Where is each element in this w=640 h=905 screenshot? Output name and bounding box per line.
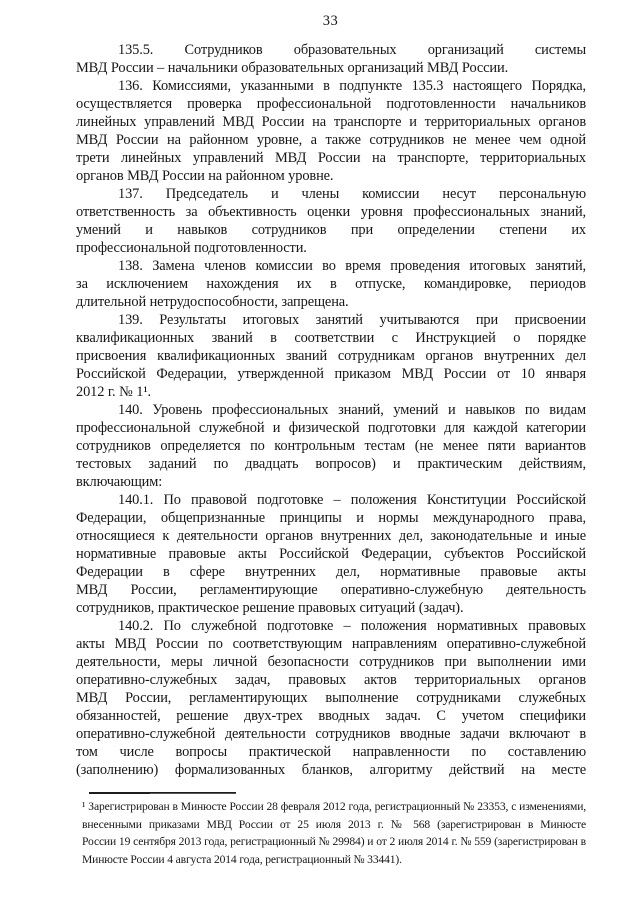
paragraph [76,257,586,311]
text-line: том числе вопросы практической направленности по составлению [76,744,586,760]
text-line: Федерации, общепризнанные принципы и нормы международного права, [76,510,586,526]
text-line: относящиеся к деятельности органов внутренних дел, законодательные и иные [76,528,586,544]
paragraph [76,491,586,617]
text-line: ¹ Зарегистрирован в Минюсте России 28 февраля 2012 года, регистрационный № 23353, с изменениями, [82,800,586,813]
paragraph [76,311,586,401]
text-line: нормативные правовые акты Российской Федерации, субъектов Российской [76,546,586,562]
paragraph [76,617,586,779]
text-line: МВД России, регламентирующие оперативно-служебную деятельность [76,582,586,598]
text-line: сотрудников определяется по контрольным тестам (не менее пяти вариантов [76,438,586,454]
text-line: оперативно-служебной деятельности сотрудников вводные задачи включают в [76,726,586,742]
text-line: внесенными приказами МВД России от 25 июля 2013 г. № 568 (зарегистрирован в Минюсте [82,817,586,831]
text-line: России 19 сентября 2013 года, регистрационный № 29984) и от 2 июля 2014 г. № 559 (зарегистрирован в [82,835,586,848]
text-line: тестовых заданий по двадцать вопросов) и практическим действиям, [76,456,586,472]
text-line: 140. Уровень профессиональных знаний, умений и навыков по видам [118,402,586,418]
text-line: ответственность за объективность оценки уровня профессиональных знаний, [76,204,586,220]
page-number: 33 [322,13,339,29]
text-line: профессиональной подготовленности. [76,240,307,256]
text-line: 137. Председатель и члены комиссии несут персональную [118,186,586,202]
text-line: 135.5. Сотрудников образовательных организаций системы [118,42,586,58]
text-line: деятельности, меры личной безопасности сотрудников при выполнении ими [76,654,586,670]
text-line: умений и навыков сотрудников при определении степени их [76,222,586,238]
text-line: 2012 г. № 1¹. [76,384,152,400]
text-line: обязанностей, решение двух-трех вводных задач. С учетом специфики [76,708,586,724]
text-line: (заполнению) формализованных бланков, алгоритму действий на месте [76,762,586,778]
text-line: 140.1. По правовой подготовке – положения Конституции Российской [118,492,586,508]
text-line: линейных управлений МВД России на транспорте и территориальных органов [76,114,586,130]
paragraph [76,185,586,257]
text-line: Минюсте России 4 августа 2014 года, регистрационный № 33441). [82,852,402,866]
text-line: трети линейных управлений МВД России на транспорте, территориальных [76,150,586,166]
text-line: Федерации в сфере внутренних дел, нормативные правовые акты [76,564,586,580]
footnote [82,798,586,868]
paragraph [76,77,586,185]
text-line: 140.2. По служебной подготовке – положения нормативных правовых [118,618,586,634]
text-line: МВД России, регламентирующих выполнение сотрудниками служебных [76,690,586,706]
paragraph [76,41,586,77]
text-line: профессиональной служебной и физической подготовки для каждой категории [76,420,586,436]
text-line: осуществляется проверка профессиональной подготовленности начальников [76,96,586,112]
text-line: МВД России – начальники образовательных организаций МВД России. [76,60,509,76]
text-line: органов МВД России на районном уровне. [76,168,334,184]
text-line: акты МВД России по соответствующим направлениям оперативно-служебной [76,636,586,652]
text-line: Российской Федерации, утвержденной приказом МВД России от 10 января [76,366,586,382]
text-line: включающим: [76,474,163,490]
text-line: 138. Замена членов комиссии во время проведения итоговых занятий, [118,258,586,274]
paragraph [76,401,586,491]
text-line: присвоения квалификационных званий сотрудникам органов внутренних дел [76,348,586,364]
footnote-separator-tail [150,793,236,794]
text-line: сотрудников, практическое решение правовых ситуаций (задач). [76,600,464,616]
text-line: длительной нетрудоспособности, запрещена. [76,294,349,310]
text-line: МВД России на районном уровне, а также сотрудников не менее чем одной [76,132,586,148]
text-line: квалификационных званий в соответствии с Инструкцией о порядке [76,330,586,346]
text-line: оперативно-служебных задач, правовых актов территориальных органов [76,672,586,688]
document-body [76,41,586,779]
text-line: 136. Комиссиями, указанными в подпункте 135.3 настоящего Порядка, [118,78,586,94]
text-line: за исключением нахождения их в отпуске, командировке, периодов [76,276,586,292]
text-line: 139. Результаты итоговых занятий учитываются при присвоении [118,312,586,328]
